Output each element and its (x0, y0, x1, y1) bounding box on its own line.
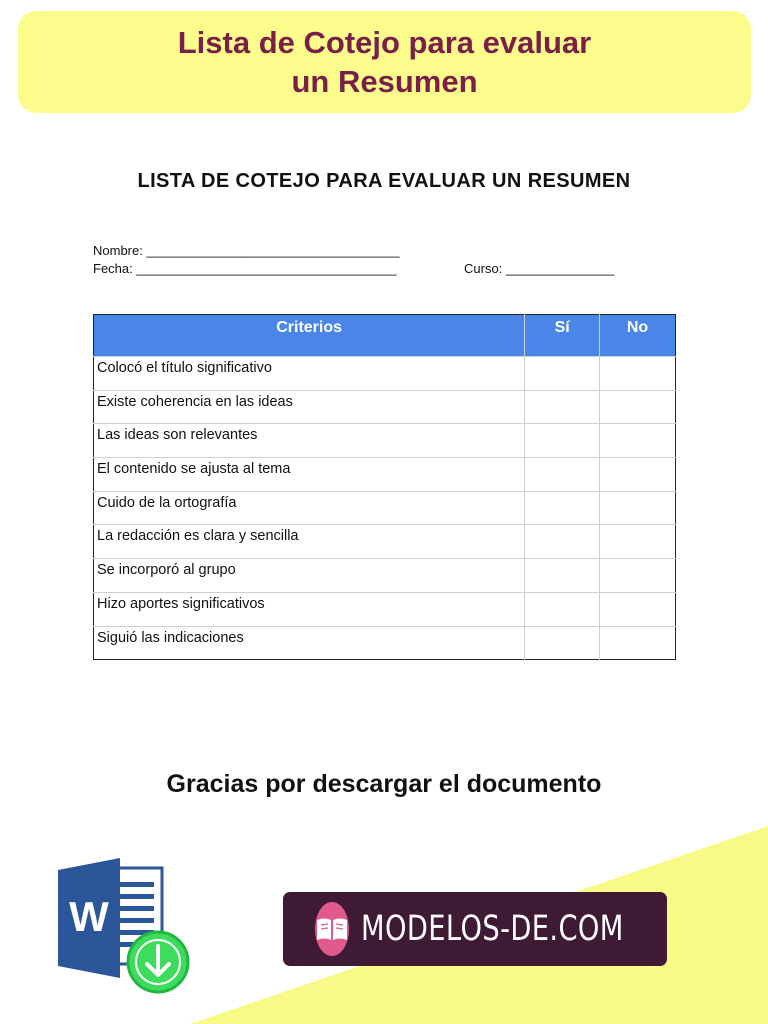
si-cell[interactable] (525, 390, 600, 424)
criterion-label: Colocó el título significativo (94, 357, 525, 391)
table-row (94, 491, 676, 525)
brand-circle (315, 902, 349, 956)
table-row (94, 424, 676, 458)
header-no: No (600, 315, 676, 357)
brand-name: MODELOS-DE.COM (361, 909, 624, 949)
table-row (94, 357, 676, 391)
table-row (94, 626, 676, 660)
no-cell[interactable] (600, 390, 676, 424)
thanks-message: Gracias por descargar el documento (166, 770, 602, 798)
table-row (94, 592, 676, 626)
nombre-field: Nombre: ___________________________________ (93, 243, 400, 258)
criterion-label: Siguió las indicaciones (94, 626, 525, 660)
si-cell[interactable] (525, 559, 600, 593)
criterion-label: Cuido de la ortografía (94, 491, 525, 525)
table-row (94, 559, 676, 593)
si-cell[interactable] (525, 491, 600, 525)
banner-title-line2: un Resumen (291, 64, 478, 99)
brand-logo[interactable] (283, 892, 667, 966)
no-cell[interactable] (600, 357, 676, 391)
criterion-label: La redacción es clara y sencilla (94, 525, 525, 559)
criterion-label: Las ideas son relevantes (94, 424, 525, 458)
checklist-table (93, 314, 676, 660)
table-header-row (94, 315, 676, 357)
curso-field: Curso: _______________ (464, 261, 615, 276)
no-cell[interactable] (600, 491, 676, 525)
criterion-label: Hizo aportes significativos (94, 592, 525, 626)
open-book-icon (315, 916, 349, 942)
table-row (94, 525, 676, 559)
criterion-label: El contenido se ajusta al tema (94, 458, 525, 492)
header-si: Sí (525, 315, 600, 357)
document-title: LISTA DE COTEJO PARA EVALUAR UN RESUMEN (137, 170, 631, 192)
no-cell[interactable] (600, 424, 676, 458)
no-cell[interactable] (600, 592, 676, 626)
si-cell[interactable] (525, 626, 600, 660)
si-cell[interactable] (525, 458, 600, 492)
si-cell[interactable] (525, 525, 600, 559)
fecha-field: Fecha: ____________________________________ (93, 261, 397, 276)
si-cell[interactable] (525, 592, 600, 626)
criterion-label: Se incorporó al grupo (94, 559, 525, 593)
svg-text:W: W (69, 893, 109, 940)
word-download-icon[interactable] (58, 858, 194, 998)
banner-title-line1: Lista de Cotejo para evaluar (177, 25, 592, 60)
criterion-label: Existe coherencia en las ideas (94, 390, 525, 424)
header-criterios: Criterios (94, 315, 525, 357)
header-banner (18, 11, 751, 113)
si-cell[interactable] (525, 357, 600, 391)
table-row (94, 458, 676, 492)
si-cell[interactable] (525, 424, 600, 458)
table-row (94, 390, 676, 424)
no-cell[interactable] (600, 525, 676, 559)
no-cell[interactable] (600, 559, 676, 593)
no-cell[interactable] (600, 458, 676, 492)
no-cell[interactable] (600, 626, 676, 660)
